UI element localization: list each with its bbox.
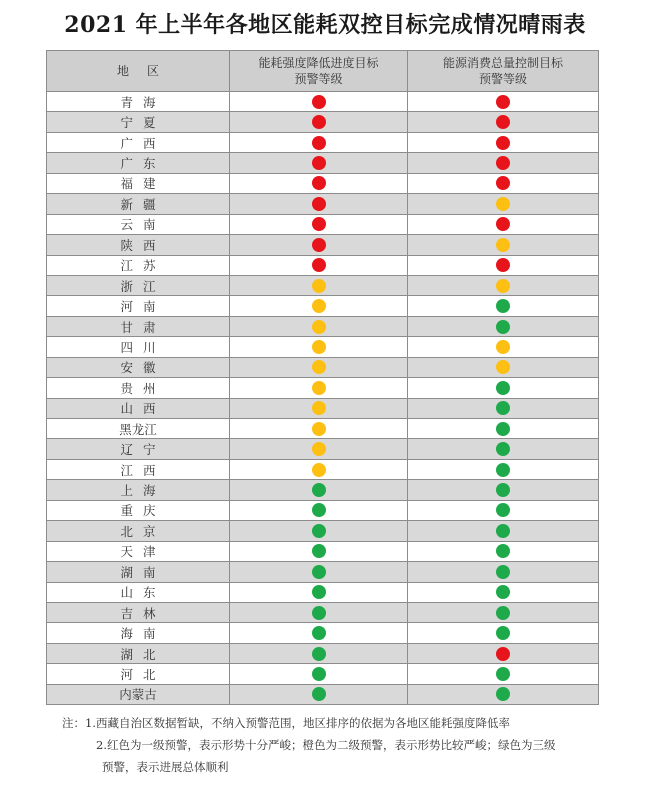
region-name: 湖北 <box>47 644 230 664</box>
table-row <box>47 133 599 153</box>
table-row <box>47 623 599 643</box>
total-warning-dot-green <box>496 463 510 477</box>
table-row <box>47 685 599 705</box>
total-warning-dot-green <box>496 503 510 517</box>
intensity-cell <box>230 378 408 398</box>
intensity-warning-dot-red <box>312 197 326 211</box>
region-name: 海南 <box>47 623 230 643</box>
region-name: 重庆 <box>47 501 230 521</box>
intensity-cell <box>230 174 408 194</box>
intensity-warning-dot-orange <box>312 401 326 415</box>
table-row <box>47 501 599 521</box>
total-warning-dot-green <box>496 687 510 701</box>
total-warning-dot-red <box>496 647 510 661</box>
table-row <box>47 603 599 623</box>
total-warning-dot-orange <box>496 340 510 354</box>
total-warning-dot-green <box>496 626 510 640</box>
table-row <box>47 378 599 398</box>
region-name: 河南 <box>47 296 230 316</box>
region-name: 广西 <box>47 133 230 153</box>
table-row <box>47 542 599 562</box>
total-warning-dot-green <box>496 667 510 681</box>
intensity-cell <box>230 460 408 480</box>
total-cell <box>408 685 599 705</box>
total-cell <box>408 419 599 439</box>
header-total-line1: 能源消费总量控制目标 <box>442 56 563 70</box>
total-warning-dot-green <box>496 524 510 538</box>
warning-table <box>46 50 599 705</box>
intensity-cell <box>230 501 408 521</box>
total-warning-dot-orange <box>496 197 510 211</box>
intensity-warning-dot-green <box>312 667 326 681</box>
total-cell <box>408 112 599 132</box>
header-intensity-line2: 预警等级 <box>294 72 343 86</box>
region-name: 新疆 <box>47 194 230 214</box>
intensity-warning-dot-red <box>312 176 326 190</box>
table-row <box>47 296 599 316</box>
region-name: 山东 <box>47 583 230 603</box>
table-row <box>47 358 599 378</box>
total-warning-dot-green <box>496 585 510 599</box>
total-warning-dot-green <box>496 483 510 497</box>
intensity-cell <box>230 317 408 337</box>
region-name: 宁夏 <box>47 112 230 132</box>
region-name: 北京 <box>47 521 230 541</box>
intensity-cell <box>230 583 408 603</box>
total-cell <box>408 296 599 316</box>
total-warning-dot-red <box>496 115 510 129</box>
table-row <box>47 521 599 541</box>
table-row <box>47 583 599 603</box>
table-row <box>47 276 599 296</box>
total-cell <box>408 174 599 194</box>
table-row <box>47 174 599 194</box>
region-name: 湖南 <box>47 562 230 582</box>
intensity-cell <box>230 542 408 562</box>
intensity-cell <box>230 439 408 459</box>
region-name: 内蒙古 <box>47 685 230 705</box>
intensity-warning-dot-green <box>312 626 326 640</box>
total-warning-dot-red <box>496 258 510 272</box>
total-cell <box>408 256 599 276</box>
intensity-warning-dot-green <box>312 483 326 497</box>
table-row <box>47 215 599 235</box>
intensity-warning-dot-red <box>312 258 326 272</box>
intensity-warning-dot-red <box>312 115 326 129</box>
intensity-warning-dot-orange <box>312 279 326 293</box>
page-title: 2021 年上半年各地区能耗双控目标完成情况晴雨表 <box>64 12 586 38</box>
total-cell <box>408 337 599 357</box>
intensity-warning-dot-green <box>312 565 326 579</box>
total-cell <box>408 92 599 112</box>
region-name: 浙江 <box>47 276 230 296</box>
intensity-warning-dot-orange <box>312 299 326 313</box>
region-name: 四川 <box>47 337 230 357</box>
intensity-cell <box>230 276 408 296</box>
total-cell <box>408 194 599 214</box>
intensity-cell <box>230 337 408 357</box>
table-row <box>47 153 599 173</box>
intensity-cell <box>230 194 408 214</box>
region-name: 安徽 <box>47 358 230 378</box>
intensity-cell <box>230 664 408 684</box>
intensity-warning-dot-red <box>312 95 326 109</box>
header-total-line2: 预警等级 <box>478 72 527 86</box>
intensity-warning-dot-green <box>312 647 326 661</box>
intensity-cell <box>230 562 408 582</box>
table-body <box>47 92 599 705</box>
total-warning-dot-green <box>496 401 510 415</box>
total-cell <box>408 480 599 500</box>
table-row <box>47 256 599 276</box>
total-cell <box>408 542 599 562</box>
intensity-cell <box>230 358 408 378</box>
table-row <box>47 562 599 582</box>
total-cell <box>408 583 599 603</box>
intensity-warning-dot-red <box>312 156 326 170</box>
intensity-warning-dot-red <box>312 238 326 252</box>
table-row <box>47 480 599 500</box>
table-row <box>47 439 599 459</box>
total-warning-dot-red <box>496 176 510 190</box>
region-name: 甘肃 <box>47 317 230 337</box>
intensity-cell <box>230 112 408 132</box>
region-name: 云南 <box>47 215 230 235</box>
total-warning-dot-green <box>496 442 510 456</box>
total-warning-dot-red <box>496 95 510 109</box>
table-row <box>47 399 599 419</box>
total-warning-dot-green <box>496 381 510 395</box>
total-cell <box>408 664 599 684</box>
intensity-cell <box>230 153 408 173</box>
note-2-cont: 预警，表示进展总体顺利 <box>102 760 229 774</box>
table-row <box>47 460 599 480</box>
total-cell <box>408 399 599 419</box>
total-cell <box>408 521 599 541</box>
total-warning-dot-green <box>496 565 510 579</box>
total-cell <box>408 501 599 521</box>
table-row <box>47 235 599 255</box>
total-warning-dot-red <box>496 217 510 231</box>
total-cell <box>408 623 599 643</box>
intensity-cell <box>230 256 408 276</box>
total-cell <box>408 276 599 296</box>
total-warning-dot-red <box>496 156 510 170</box>
total-warning-dot-orange <box>496 238 510 252</box>
total-warning-dot-green <box>496 544 510 558</box>
intensity-warning-dot-orange <box>312 463 326 477</box>
intensity-cell <box>230 644 408 664</box>
table-row <box>47 644 599 664</box>
total-cell <box>408 644 599 664</box>
total-warning-dot-red <box>496 136 510 150</box>
table-row <box>47 92 599 112</box>
total-cell <box>408 133 599 153</box>
intensity-warning-dot-red <box>312 136 326 150</box>
total-cell <box>408 460 599 480</box>
intensity-cell <box>230 133 408 153</box>
note-2: 2.红色为一级预警，表示形势十分严峻；橙色为二级预警，表示形势比较严峻；绿色为三级 <box>96 738 556 752</box>
region-name: 陕西 <box>47 235 230 255</box>
region-name: 广东 <box>47 153 230 173</box>
intensity-cell <box>230 480 408 500</box>
total-warning-dot-orange <box>496 279 510 293</box>
intensity-cell <box>230 399 408 419</box>
intensity-cell <box>230 419 408 439</box>
total-cell <box>408 562 599 582</box>
region-name: 江苏 <box>47 256 230 276</box>
region-name: 天津 <box>47 542 230 562</box>
intensity-warning-dot-red <box>312 217 326 231</box>
intensity-warning-dot-green <box>312 585 326 599</box>
intensity-warning-dot-green <box>312 544 326 558</box>
total-warning-dot-green <box>496 299 510 313</box>
header-region: 地区 <box>47 51 230 92</box>
region-name: 山西 <box>47 399 230 419</box>
region-name: 辽宁 <box>47 439 230 459</box>
intensity-warning-dot-orange <box>312 340 326 354</box>
intensity-cell <box>230 521 408 541</box>
total-warning-dot-green <box>496 606 510 620</box>
total-warning-dot-green <box>496 422 510 436</box>
intensity-warning-dot-green <box>312 503 326 517</box>
table-row <box>47 112 599 132</box>
region-name: 贵州 <box>47 378 230 398</box>
header-intensity <box>230 51 408 92</box>
total-cell <box>408 215 599 235</box>
total-cell <box>408 235 599 255</box>
table-row <box>47 337 599 357</box>
intensity-cell <box>230 685 408 705</box>
region-name: 江西 <box>47 460 230 480</box>
intensity-warning-dot-green <box>312 524 326 538</box>
total-warning-dot-orange <box>496 360 510 374</box>
total-cell <box>408 358 599 378</box>
footnotes <box>62 712 622 778</box>
note-1: 注：1.西藏自治区数据暂缺，不纳入预警范围，地区排序的依据为各地区能耗强度降低率 <box>62 716 510 730</box>
intensity-cell <box>230 215 408 235</box>
intensity-cell <box>230 296 408 316</box>
table-row <box>47 194 599 214</box>
intensity-warning-dot-orange <box>312 422 326 436</box>
intensity-cell <box>230 92 408 112</box>
table-row <box>47 419 599 439</box>
intensity-warning-dot-orange <box>312 360 326 374</box>
intensity-cell <box>230 603 408 623</box>
total-cell <box>408 603 599 623</box>
table-row <box>47 664 599 684</box>
intensity-warning-dot-orange <box>312 442 326 456</box>
region-name: 上海 <box>47 480 230 500</box>
total-cell <box>408 153 599 173</box>
header-intensity-line1: 能耗强度降低进度目标 <box>258 56 379 70</box>
total-cell <box>408 317 599 337</box>
total-warning-dot-green <box>496 320 510 334</box>
region-name: 福建 <box>47 174 230 194</box>
intensity-warning-dot-orange <box>312 381 326 395</box>
region-name: 吉林 <box>47 603 230 623</box>
total-cell <box>408 439 599 459</box>
table-row <box>47 317 599 337</box>
intensity-cell <box>230 623 408 643</box>
header-total <box>408 51 599 92</box>
intensity-warning-dot-green <box>312 687 326 701</box>
region-name: 黑龙江 <box>47 419 230 439</box>
intensity-warning-dot-orange <box>312 320 326 334</box>
total-cell <box>408 378 599 398</box>
region-name: 青海 <box>47 92 230 112</box>
intensity-warning-dot-green <box>312 606 326 620</box>
table-header <box>47 51 599 92</box>
intensity-cell <box>230 235 408 255</box>
region-name: 河北 <box>47 664 230 684</box>
